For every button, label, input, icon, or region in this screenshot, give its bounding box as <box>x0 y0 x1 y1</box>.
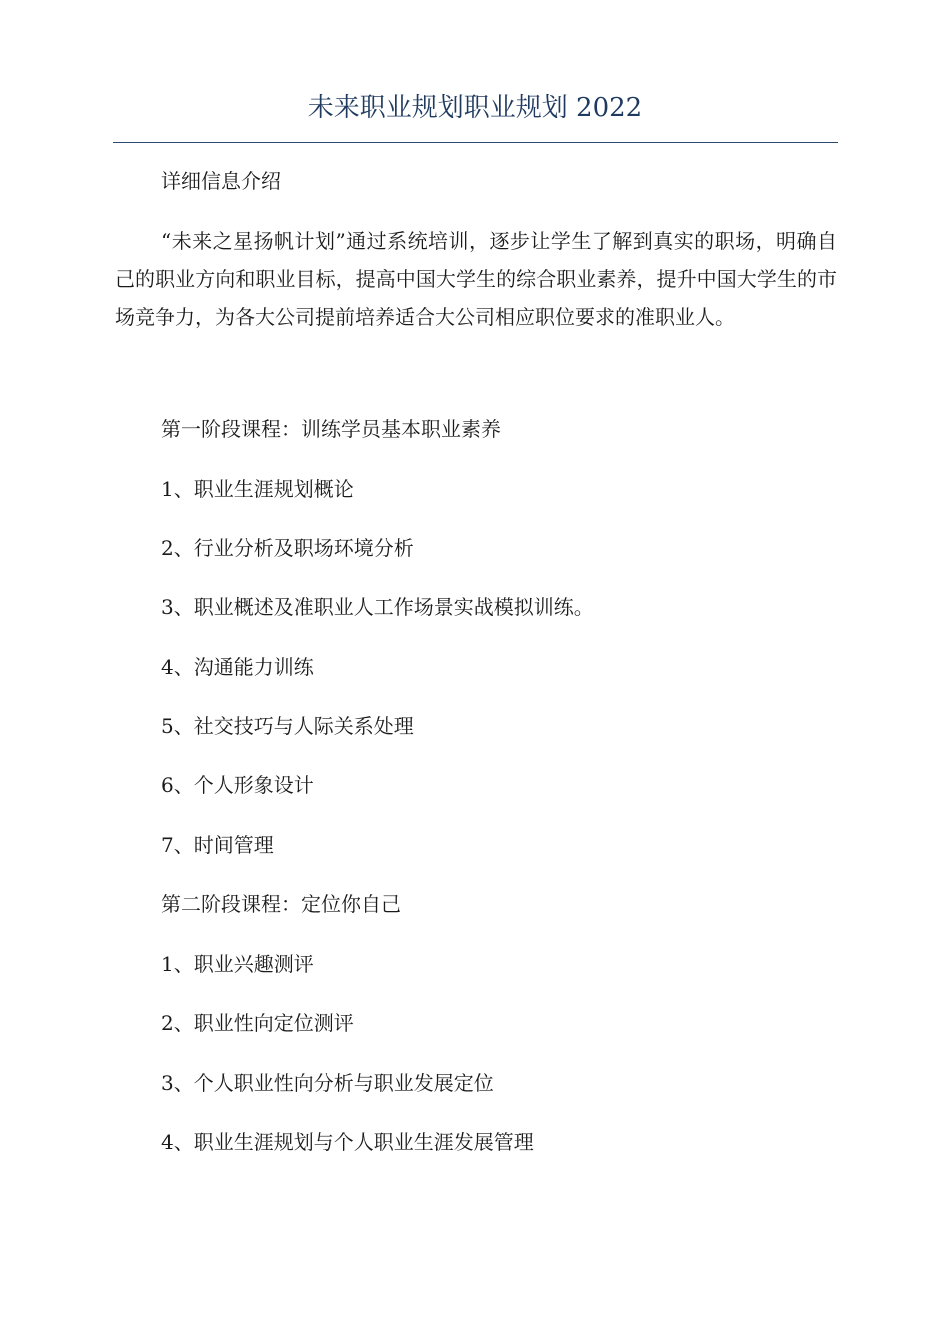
list-item: 2、职业性向定位测评 <box>161 1011 354 1035</box>
document-title: 未来职业规划职业规划 2022 <box>307 93 643 123</box>
document-body <box>115 0 837 1344</box>
list-item: 4、职业生涯规划与个人职业生涯发展管理 <box>161 1130 534 1154</box>
intro-paragraph: “未来之星扬帆计划”通过系统培训，逐步让学生了解到真实的职场，明确自己的职业方向和职业目标，提高中国大学生的综合职业素养，提升中国大学生的市场竞争力，为各大公司提前培养适合大公司相应职位要求的准职业人。 <box>115 229 837 329</box>
list-item: 3、个人职业性向分析与职业发展定位 <box>161 1071 494 1095</box>
list-item: 6、个人形象设计 <box>161 773 314 797</box>
section-heading: 详细信息介绍 <box>161 169 281 193</box>
list-item: 1、职业生涯规划概论 <box>161 477 354 501</box>
list-item: 4、沟通能力训练 <box>161 655 314 679</box>
list-item: 3、职业概述及准职业人工作场景实战模拟训练。 <box>161 595 594 619</box>
list-item: 1、职业兴趣测评 <box>161 952 314 976</box>
list-item: 5、社交技巧与人际关系处理 <box>161 714 414 738</box>
list-item: 2、行业分析及职场环境分析 <box>161 536 414 560</box>
stage1-heading: 第一阶段课程：训练学员基本职业素养 <box>161 417 501 441</box>
list-item: 7、时间管理 <box>161 833 274 857</box>
stage2-heading: 第二阶段课程：定位你自己 <box>161 892 401 916</box>
